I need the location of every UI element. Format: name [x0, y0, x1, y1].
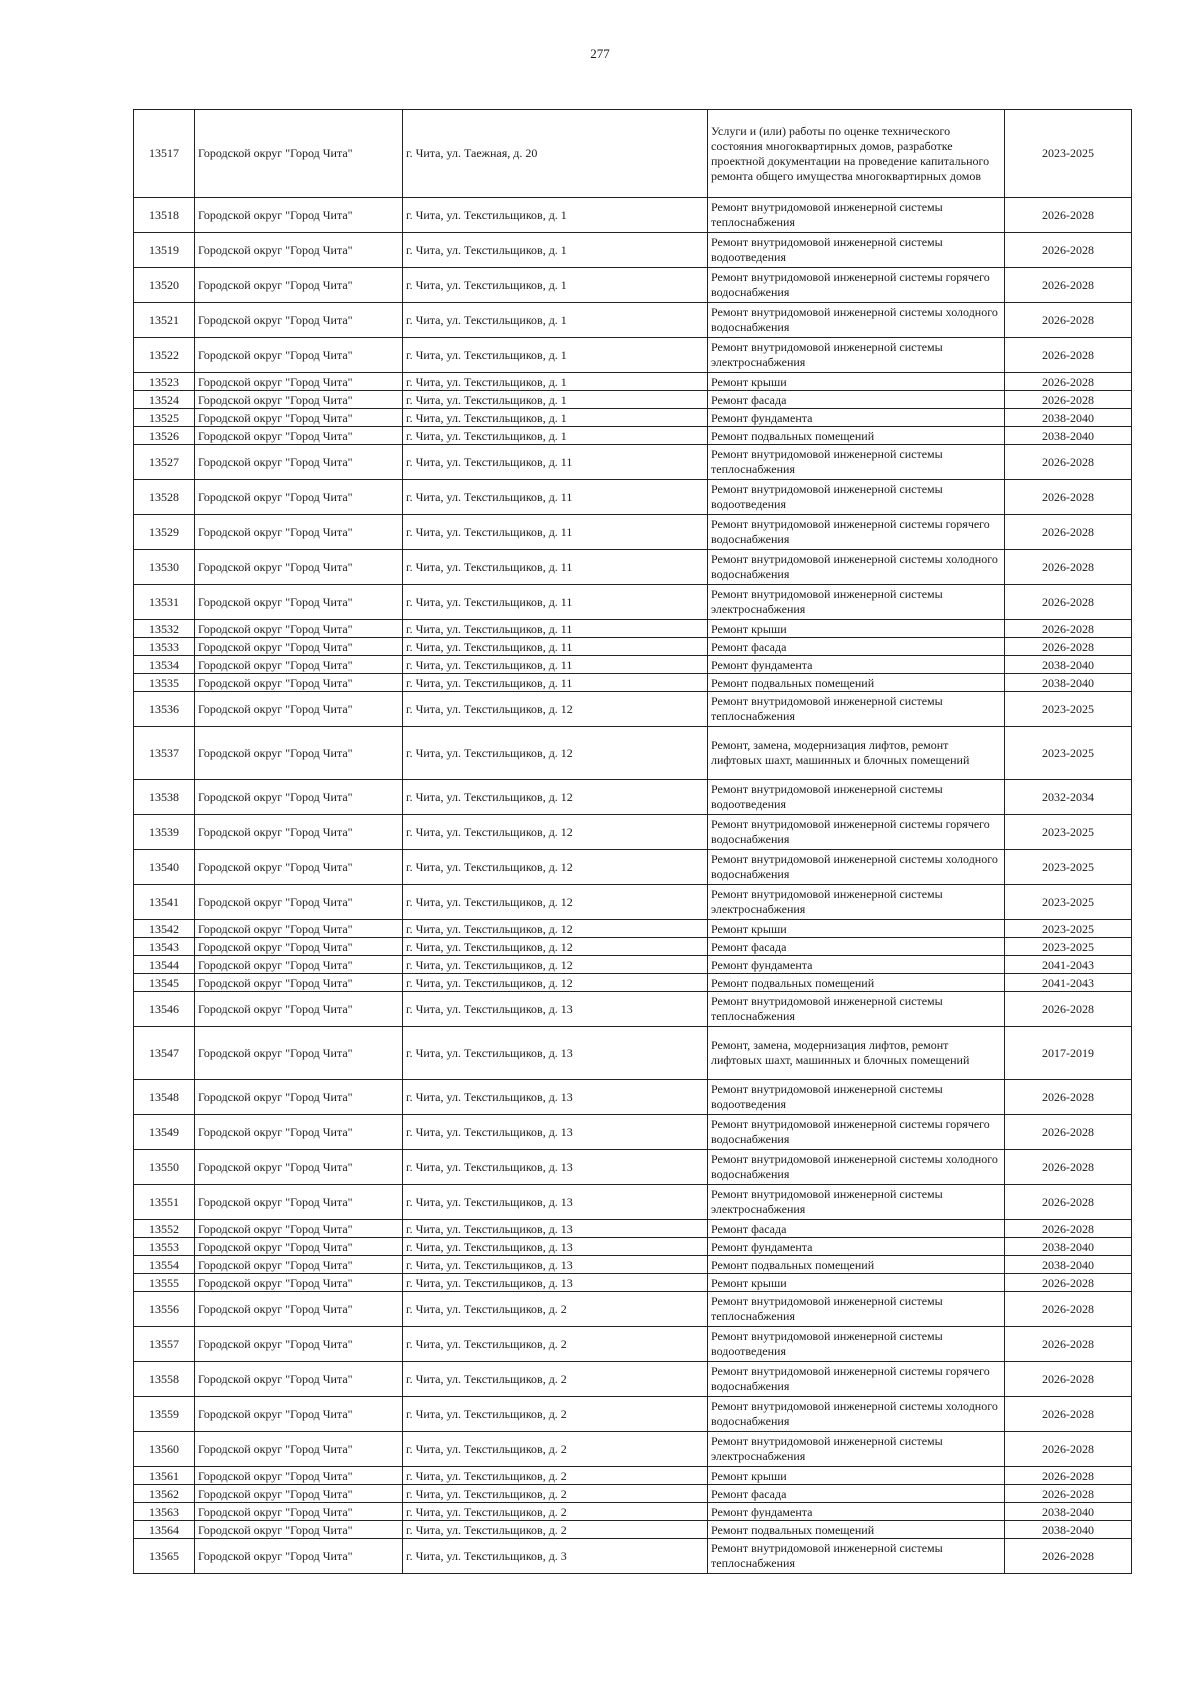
row-number-cell: 13526 [134, 427, 195, 445]
row-number-cell: 13541 [134, 885, 195, 920]
table-row [134, 1150, 1132, 1185]
repair-schedule-table [133, 109, 1132, 1574]
work-type-cell: Ремонт фасада [708, 391, 1005, 409]
period-cell: 2023-2025 [1005, 920, 1132, 938]
period-cell: 2026-2028 [1005, 445, 1132, 480]
address-cell: г. Чита, ул. Текстильщиков, д. 11 [403, 638, 708, 656]
table-row [134, 1292, 1132, 1327]
municipality-cell: Городской округ "Город Чита" [195, 920, 403, 938]
work-type-cell: Ремонт внутридомовой инженерной системы горячего водоснабжения [708, 815, 1005, 850]
municipality-cell: Городской округ "Город Чита" [195, 480, 403, 515]
work-type-cell: Ремонт фундамента [708, 1503, 1005, 1521]
municipality-cell: Городской округ "Город Чита" [195, 974, 403, 992]
period-cell: 2032-2034 [1005, 780, 1132, 815]
work-type-cell: Ремонт подвальных помещений [708, 1521, 1005, 1539]
table-row [134, 674, 1132, 692]
row-number-cell: 13524 [134, 391, 195, 409]
table-row [134, 850, 1132, 885]
table-row [134, 409, 1132, 427]
row-number-cell: 13529 [134, 515, 195, 550]
row-number-cell: 13551 [134, 1185, 195, 1220]
municipality-cell: Городской округ "Город Чита" [195, 303, 403, 338]
municipality-cell: Городской округ "Город Чита" [195, 1397, 403, 1432]
address-cell: г. Чита, ул. Текстильщиков, д. 2 [403, 1432, 708, 1467]
work-type-cell: Ремонт крыши [708, 373, 1005, 391]
table-row [134, 303, 1132, 338]
municipality-cell: Городской округ "Город Чита" [195, 992, 403, 1027]
period-cell: 2026-2028 [1005, 1115, 1132, 1150]
table-row [134, 1521, 1132, 1539]
address-cell: г. Чита, ул. Текстильщиков, д. 13 [403, 992, 708, 1027]
work-type-cell: Ремонт фундамента [708, 409, 1005, 427]
municipality-cell: Городской округ "Город Чита" [195, 850, 403, 885]
table-row [134, 992, 1132, 1027]
table-row [134, 815, 1132, 850]
address-cell: г. Чита, ул. Текстильщиков, д. 12 [403, 938, 708, 956]
municipality-cell: Городской округ "Город Чита" [195, 409, 403, 427]
period-cell: 2026-2028 [1005, 992, 1132, 1027]
address-cell: г. Чита, ул. Текстильщиков, д. 13 [403, 1256, 708, 1274]
period-cell: 2026-2028 [1005, 1292, 1132, 1327]
address-cell: г. Чита, ул. Текстильщиков, д. 1 [403, 409, 708, 427]
work-type-cell: Ремонт внутридомовой инженерной системы электроснабжения [708, 1432, 1005, 1467]
period-cell: 2026-2028 [1005, 1485, 1132, 1503]
period-cell: 2026-2028 [1005, 515, 1132, 550]
work-type-cell: Ремонт внутридомовой инженерной системы горячего водоснабжения [708, 515, 1005, 550]
table-row [134, 692, 1132, 727]
period-cell: 2026-2028 [1005, 1150, 1132, 1185]
municipality-cell: Городской округ "Город Чита" [195, 1150, 403, 1185]
address-cell: г. Чита, ул. Текстильщиков, д. 2 [403, 1521, 708, 1539]
address-cell: г. Чита, ул. Текстильщиков, д. 2 [403, 1397, 708, 1432]
address-cell: г. Чита, ул. Текстильщиков, д. 13 [403, 1027, 708, 1080]
period-cell: 2038-2040 [1005, 1238, 1132, 1256]
row-number-cell: 13550 [134, 1150, 195, 1185]
table-row [134, 445, 1132, 480]
municipality-cell: Городской округ "Город Чита" [195, 515, 403, 550]
table-row [134, 233, 1132, 268]
period-cell: 2038-2040 [1005, 1256, 1132, 1274]
address-cell: г. Чита, ул. Текстильщиков, д. 13 [403, 1115, 708, 1150]
table-row [134, 1220, 1132, 1238]
address-cell: г. Чита, ул. Текстильщиков, д. 1 [403, 233, 708, 268]
address-cell: г. Чита, ул. Текстильщиков, д. 11 [403, 656, 708, 674]
municipality-cell: Городской округ "Город Чита" [195, 110, 403, 198]
address-cell: г. Чита, ул. Текстильщиков, д. 2 [403, 1292, 708, 1327]
municipality-cell: Городской округ "Город Чита" [195, 1292, 403, 1327]
table-row [134, 427, 1132, 445]
table-row [134, 338, 1132, 373]
work-type-cell: Ремонт внутридомовой инженерной системы теплоснабжения [708, 692, 1005, 727]
address-cell: г. Чита, ул. Текстильщиков, д. 13 [403, 1185, 708, 1220]
row-number-cell: 13549 [134, 1115, 195, 1150]
municipality-cell: Городской округ "Город Чита" [195, 1027, 403, 1080]
address-cell: г. Чита, ул. Текстильщиков, д. 2 [403, 1485, 708, 1503]
row-number-cell: 13544 [134, 956, 195, 974]
address-cell: г. Чита, ул. Текстильщиков, д. 2 [403, 1327, 708, 1362]
address-cell: г. Чита, ул. Текстильщиков, д. 13 [403, 1238, 708, 1256]
municipality-cell: Городской округ "Город Чита" [195, 1080, 403, 1115]
row-number-cell: 13548 [134, 1080, 195, 1115]
municipality-cell: Городской округ "Город Чита" [195, 674, 403, 692]
address-cell: г. Чита, ул. Текстильщиков, д. 12 [403, 780, 708, 815]
row-number-cell: 13556 [134, 1292, 195, 1327]
period-cell: 2038-2040 [1005, 656, 1132, 674]
address-cell: г. Чита, ул. Текстильщиков, д. 2 [403, 1362, 708, 1397]
row-number-cell: 13557 [134, 1327, 195, 1362]
work-type-cell: Ремонт внутридомовой инженерной системы теплоснабжения [708, 992, 1005, 1027]
municipality-cell: Городской округ "Город Чита" [195, 1238, 403, 1256]
period-cell: 2041-2043 [1005, 956, 1132, 974]
table-row [134, 515, 1132, 550]
period-cell: 2023-2025 [1005, 815, 1132, 850]
address-cell: г. Чита, ул. Текстильщиков, д. 1 [403, 427, 708, 445]
row-number-cell: 13564 [134, 1521, 195, 1539]
period-cell: 2026-2028 [1005, 198, 1132, 233]
municipality-cell: Городской округ "Город Чита" [195, 338, 403, 373]
table-row [134, 391, 1132, 409]
municipality-cell: Городской округ "Город Чита" [195, 620, 403, 638]
municipality-cell: Городской округ "Город Чита" [195, 885, 403, 920]
municipality-cell: Городской округ "Город Чита" [195, 427, 403, 445]
work-type-cell: Ремонт внутридомовой инженерной системы холодного водоснабжения [708, 1397, 1005, 1432]
row-number-cell: 13538 [134, 780, 195, 815]
table-row [134, 1274, 1132, 1292]
municipality-cell: Городской округ "Город Чита" [195, 445, 403, 480]
work-type-cell: Ремонт внутридомовой инженерной системы теплоснабжения [708, 1539, 1005, 1574]
period-cell: 2041-2043 [1005, 974, 1132, 992]
row-number-cell: 13540 [134, 850, 195, 885]
municipality-cell: Городской округ "Город Чита" [195, 198, 403, 233]
address-cell: г. Чита, ул. Текстильщиков, д. 12 [403, 956, 708, 974]
work-type-cell: Ремонт крыши [708, 1467, 1005, 1485]
row-number-cell: 13565 [134, 1539, 195, 1574]
page-number: 277 [590, 46, 610, 61]
work-type-cell: Ремонт внутридомовой инженерной системы электроснабжения [708, 585, 1005, 620]
row-number-cell: 13559 [134, 1397, 195, 1432]
period-cell: 2017-2019 [1005, 1027, 1132, 1080]
period-cell: 2038-2040 [1005, 427, 1132, 445]
address-cell: г. Чита, ул. Текстильщиков, д. 13 [403, 1274, 708, 1292]
municipality-cell: Городской округ "Город Чита" [195, 550, 403, 585]
address-cell: г. Чита, ул. Текстильщиков, д. 3 [403, 1539, 708, 1574]
table-row [134, 1115, 1132, 1150]
row-number-cell: 13536 [134, 692, 195, 727]
table-row [134, 938, 1132, 956]
period-cell: 2023-2025 [1005, 885, 1132, 920]
period-cell: 2023-2025 [1005, 692, 1132, 727]
work-type-cell: Ремонт внутридомовой инженерной системы горячего водоснабжения [708, 1115, 1005, 1150]
row-number-cell: 13532 [134, 620, 195, 638]
table-row [134, 1432, 1132, 1467]
address-cell: г. Чита, ул. Текстильщиков, д. 1 [403, 338, 708, 373]
period-cell: 2026-2028 [1005, 303, 1132, 338]
table-row [134, 1467, 1132, 1485]
municipality-cell: Городской округ "Город Чита" [195, 1432, 403, 1467]
table-row [134, 585, 1132, 620]
table-row [134, 727, 1132, 780]
period-cell: 2026-2028 [1005, 233, 1132, 268]
address-cell: г. Чита, ул. Текстильщиков, д. 2 [403, 1503, 708, 1521]
work-type-cell: Ремонт подвальных помещений [708, 427, 1005, 445]
table-row [134, 268, 1132, 303]
row-number-cell: 13531 [134, 585, 195, 620]
work-type-cell: Ремонт фасада [708, 1485, 1005, 1503]
table-row [134, 1238, 1132, 1256]
row-number-cell: 13521 [134, 303, 195, 338]
period-cell: 2026-2028 [1005, 1432, 1132, 1467]
table-row [134, 1362, 1132, 1397]
work-type-cell: Ремонт внутридомовой инженерной системы электроснабжения [708, 1185, 1005, 1220]
row-number-cell: 13534 [134, 656, 195, 674]
period-cell: 2038-2040 [1005, 409, 1132, 427]
address-cell: г. Чита, ул. Текстильщиков, д. 1 [403, 198, 708, 233]
municipality-cell: Городской округ "Город Чита" [195, 1521, 403, 1539]
municipality-cell: Городской округ "Город Чита" [195, 373, 403, 391]
row-number-cell: 13543 [134, 938, 195, 956]
table-body [134, 110, 1132, 1574]
work-type-cell: Ремонт внутридомовой инженерной системы водоотведения [708, 1327, 1005, 1362]
table-row [134, 1397, 1132, 1432]
municipality-cell: Городской округ "Город Чита" [195, 1327, 403, 1362]
municipality-cell: Городской округ "Город Чита" [195, 1539, 403, 1574]
period-cell: 2038-2040 [1005, 1521, 1132, 1539]
work-type-cell: Ремонт внутридомовой инженерной системы водоотведения [708, 780, 1005, 815]
work-type-cell: Ремонт внутридомовой инженерной системы теплоснабжения [708, 1292, 1005, 1327]
row-number-cell: 13530 [134, 550, 195, 585]
table-row [134, 198, 1132, 233]
period-cell: 2026-2028 [1005, 638, 1132, 656]
row-number-cell: 13528 [134, 480, 195, 515]
row-number-cell: 13522 [134, 338, 195, 373]
work-type-cell: Ремонт подвальных помещений [708, 674, 1005, 692]
municipality-cell: Городской округ "Город Чита" [195, 268, 403, 303]
municipality-cell: Городской округ "Город Чита" [195, 1274, 403, 1292]
period-cell: 2026-2028 [1005, 268, 1132, 303]
work-type-cell: Ремонт внутридомовой инженерной системы холодного водоснабжения [708, 303, 1005, 338]
row-number-cell: 13527 [134, 445, 195, 480]
work-type-cell: Ремонт внутридомовой инженерной системы водоотведения [708, 480, 1005, 515]
work-type-cell: Ремонт внутридомовой инженерной системы холодного водоснабжения [708, 1150, 1005, 1185]
period-cell: 2038-2040 [1005, 1503, 1132, 1521]
work-type-cell: Ремонт внутридомовой инженерной системы электроснабжения [708, 885, 1005, 920]
row-number-cell: 13535 [134, 674, 195, 692]
table-row [134, 638, 1132, 656]
municipality-cell: Городской округ "Город Чита" [195, 233, 403, 268]
row-number-cell: 13555 [134, 1274, 195, 1292]
work-type-cell: Ремонт внутридомовой инженерной системы теплоснабжения [708, 445, 1005, 480]
municipality-cell: Городской округ "Город Чита" [195, 1362, 403, 1397]
period-cell: 2026-2028 [1005, 1539, 1132, 1574]
municipality-cell: Городской округ "Город Чита" [195, 1256, 403, 1274]
row-number-cell: 13561 [134, 1467, 195, 1485]
row-number-cell: 13563 [134, 1503, 195, 1521]
row-number-cell: 13542 [134, 920, 195, 938]
work-type-cell: Ремонт внутридомовой инженерной системы горячего водоснабжения [708, 1362, 1005, 1397]
address-cell: г. Чита, ул. Текстильщиков, д. 11 [403, 550, 708, 585]
row-number-cell: 13525 [134, 409, 195, 427]
address-cell: г. Чита, ул. Текстильщиков, д. 12 [403, 727, 708, 780]
municipality-cell: Городской округ "Город Чита" [195, 1467, 403, 1485]
row-number-cell: 13533 [134, 638, 195, 656]
municipality-cell: Городской округ "Город Чита" [195, 1503, 403, 1521]
municipality-cell: Городской округ "Город Чита" [195, 692, 403, 727]
work-type-cell: Ремонт фасада [708, 938, 1005, 956]
period-cell: 2026-2028 [1005, 480, 1132, 515]
address-cell: г. Чита, ул. Текстильщиков, д. 11 [403, 480, 708, 515]
work-type-cell: Ремонт подвальных помещений [708, 1256, 1005, 1274]
period-cell: 2026-2028 [1005, 373, 1132, 391]
work-type-cell: Ремонт фасада [708, 1220, 1005, 1238]
work-type-cell: Ремонт внутридомовой инженерной системы горячего водоснабжения [708, 268, 1005, 303]
row-number-cell: 13537 [134, 727, 195, 780]
address-cell: г. Чита, ул. Текстильщиков, д. 1 [403, 373, 708, 391]
table-row [134, 550, 1132, 585]
row-number-cell: 13562 [134, 1485, 195, 1503]
address-cell: г. Чита, ул. Текстильщиков, д. 12 [403, 850, 708, 885]
table-row [134, 1080, 1132, 1115]
work-type-cell: Ремонт внутридомовой инженерной системы холодного водоснабжения [708, 850, 1005, 885]
work-type-cell: Ремонт внутридомовой инженерной системы холодного водоснабжения [708, 550, 1005, 585]
work-type-cell: Ремонт фундамента [708, 1238, 1005, 1256]
municipality-cell: Городской округ "Город Чита" [195, 1485, 403, 1503]
period-cell: 2023-2025 [1005, 938, 1132, 956]
table-row [134, 1256, 1132, 1274]
row-number-cell: 13547 [134, 1027, 195, 1080]
work-type-cell: Ремонт крыши [708, 1274, 1005, 1292]
address-cell: г. Чита, ул. Текстильщиков, д. 12 [403, 815, 708, 850]
period-cell: 2026-2028 [1005, 1362, 1132, 1397]
table-row [134, 956, 1132, 974]
address-cell: г. Чита, ул. Текстильщиков, д. 1 [403, 268, 708, 303]
row-number-cell: 13517 [134, 110, 195, 198]
period-cell: 2026-2028 [1005, 391, 1132, 409]
work-type-cell: Ремонт, замена, модернизация лифтов, ремонт лифтовых шахт, машинных и блочных помещений [708, 1027, 1005, 1080]
period-cell: 2023-2025 [1005, 727, 1132, 780]
table-row [134, 1539, 1132, 1574]
period-cell: 2026-2028 [1005, 1220, 1132, 1238]
municipality-cell: Городской округ "Город Чита" [195, 727, 403, 780]
period-cell: 2026-2028 [1005, 1467, 1132, 1485]
work-type-cell: Ремонт подвальных помещений [708, 974, 1005, 992]
period-cell: 2026-2028 [1005, 1080, 1132, 1115]
address-cell: г. Чита, ул. Текстильщиков, д. 11 [403, 674, 708, 692]
municipality-cell: Городской округ "Город Чита" [195, 391, 403, 409]
row-number-cell: 13560 [134, 1432, 195, 1467]
work-type-cell: Ремонт внутридомовой инженерной системы электроснабжения [708, 338, 1005, 373]
table-row [134, 974, 1132, 992]
municipality-cell: Городской округ "Город Чита" [195, 638, 403, 656]
period-cell: 2038-2040 [1005, 674, 1132, 692]
row-number-cell: 13545 [134, 974, 195, 992]
period-cell: 2026-2028 [1005, 585, 1132, 620]
work-type-cell: Ремонт крыши [708, 620, 1005, 638]
municipality-cell: Городской округ "Город Чита" [195, 1115, 403, 1150]
row-number-cell: 13558 [134, 1362, 195, 1397]
row-number-cell: 13552 [134, 1220, 195, 1238]
address-cell: г. Чита, ул. Текстильщиков, д. 12 [403, 885, 708, 920]
address-cell: г. Чита, ул. Текстильщиков, д. 12 [403, 920, 708, 938]
table-row [134, 920, 1132, 938]
row-number-cell: 13523 [134, 373, 195, 391]
row-number-cell: 13518 [134, 198, 195, 233]
address-cell: г. Чита, ул. Текстильщиков, д. 12 [403, 974, 708, 992]
period-cell: 2026-2028 [1005, 550, 1132, 585]
address-cell: г. Чита, ул. Текстильщиков, д. 11 [403, 515, 708, 550]
work-type-cell: Ремонт внутридомовой инженерной системы водоотведения [708, 233, 1005, 268]
period-cell: 2023-2025 [1005, 110, 1132, 198]
work-type-cell: Ремонт фундамента [708, 956, 1005, 974]
address-cell: г. Чита, ул. Текстильщиков, д. 11 [403, 445, 708, 480]
address-cell: г. Чита, ул. Текстильщиков, д. 13 [403, 1080, 708, 1115]
municipality-cell: Городской округ "Город Чита" [195, 585, 403, 620]
table-row [134, 885, 1132, 920]
municipality-cell: Городской округ "Город Чита" [195, 815, 403, 850]
municipality-cell: Городской округ "Город Чита" [195, 1220, 403, 1238]
row-number-cell: 13553 [134, 1238, 195, 1256]
table-row [134, 373, 1132, 391]
table-row [134, 1185, 1132, 1220]
table-row [134, 620, 1132, 638]
row-number-cell: 13520 [134, 268, 195, 303]
work-type-cell: Ремонт внутридомовой инженерной системы водоотведения [708, 1080, 1005, 1115]
table-row [134, 110, 1132, 198]
address-cell: г. Чита, ул. Текстильщиков, д. 1 [403, 391, 708, 409]
table-row [134, 1027, 1132, 1080]
table-row [134, 1503, 1132, 1521]
municipality-cell: Городской округ "Город Чита" [195, 938, 403, 956]
work-type-cell: Ремонт фундамента [708, 656, 1005, 674]
row-number-cell: 13539 [134, 815, 195, 850]
work-type-cell: Ремонт, замена, модернизация лифтов, ремонт лифтовых шахт, машинных и блочных помещений [708, 727, 1005, 780]
work-type-cell: Услуги и (или) работы по оценке технического состояния многоквартирных домов, разработке проектной документации на проведение капитального ремонта общего имущества многоквартирных домов [708, 110, 1005, 198]
table-row [134, 1485, 1132, 1503]
address-cell: г. Чита, ул. Текстильщиков, д. 11 [403, 620, 708, 638]
period-cell: 2026-2028 [1005, 338, 1132, 373]
municipality-cell: Городской округ "Город Чита" [195, 1185, 403, 1220]
period-cell: 2026-2028 [1005, 1274, 1132, 1292]
municipality-cell: Городской округ "Город Чита" [195, 956, 403, 974]
address-cell: г. Чита, ул. Текстильщиков, д. 11 [403, 585, 708, 620]
municipality-cell: Городской округ "Город Чита" [195, 656, 403, 674]
address-cell: г. Чита, ул. Текстильщиков, д. 2 [403, 1467, 708, 1485]
period-cell: 2023-2025 [1005, 850, 1132, 885]
row-number-cell: 13554 [134, 1256, 195, 1274]
period-cell: 2026-2028 [1005, 620, 1132, 638]
period-cell: 2026-2028 [1005, 1327, 1132, 1362]
table-row [134, 780, 1132, 815]
address-cell: г. Чита, ул. Текстильщиков, д. 12 [403, 692, 708, 727]
work-type-cell: Ремонт крыши [708, 920, 1005, 938]
row-number-cell: 13546 [134, 992, 195, 1027]
address-cell: г. Чита, ул. Текстильщиков, д. 13 [403, 1150, 708, 1185]
row-number-cell: 13519 [134, 233, 195, 268]
period-cell: 2026-2028 [1005, 1397, 1132, 1432]
table-row [134, 1327, 1132, 1362]
work-type-cell: Ремонт фасада [708, 638, 1005, 656]
address-cell: г. Чита, ул. Таежная, д. 20 [403, 110, 708, 198]
period-cell: 2026-2028 [1005, 1185, 1132, 1220]
work-type-cell: Ремонт внутридомовой инженерной системы теплоснабжения [708, 198, 1005, 233]
table-row [134, 656, 1132, 674]
address-cell: г. Чита, ул. Текстильщиков, д. 13 [403, 1220, 708, 1238]
address-cell: г. Чита, ул. Текстильщиков, д. 1 [403, 303, 708, 338]
table-row [134, 480, 1132, 515]
municipality-cell: Городской округ "Город Чита" [195, 780, 403, 815]
